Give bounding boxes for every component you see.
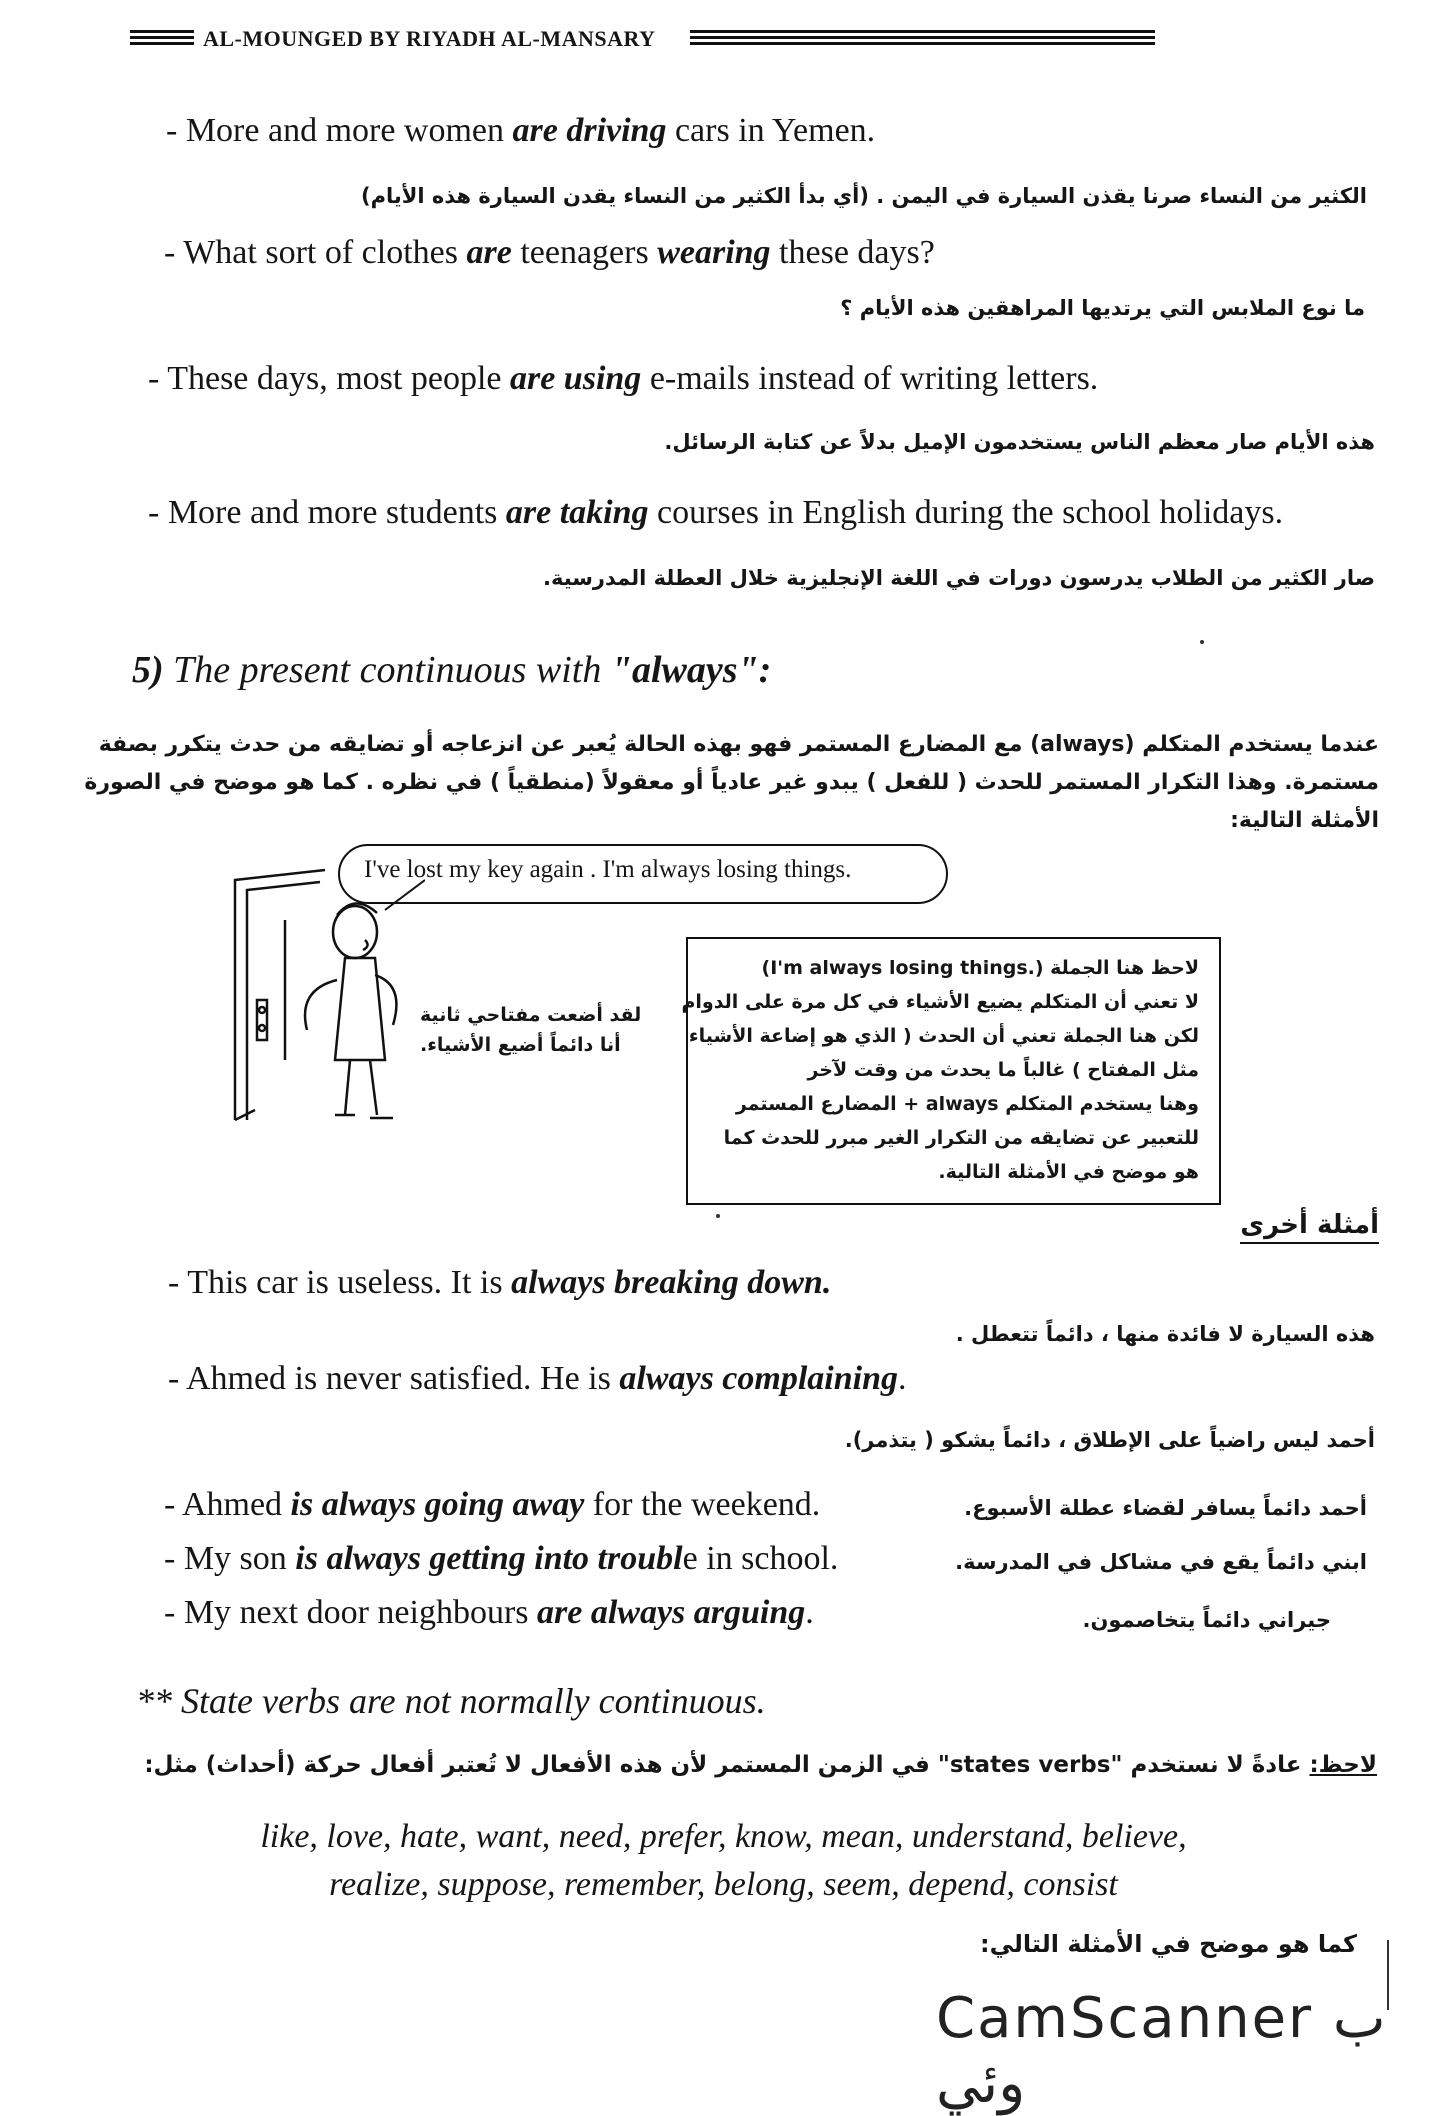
speech-bubble: I've lost my key again . I'm always losing things. <box>338 844 948 904</box>
example-translation: هذه السيارة لا فائدة منها ، دائماً تتعطل . <box>955 1322 1375 1346</box>
other-examples-title: أمثلة أخرى <box>1240 1210 1379 1244</box>
example-line: - My next door neighbours are always arguing. <box>164 1594 814 1631</box>
closing-note: كما هو موضح في الأمثلة التالي: <box>980 1930 1357 1958</box>
note-box <box>681 937 1221 1205</box>
scan-speck <box>716 1214 720 1218</box>
example-translation: أحمد ليس راضياً على الإطلاق ، دائماً يشكو ( يتذمر). <box>844 1428 1375 1452</box>
header-bar-right <box>690 30 1155 52</box>
note-line: هو موضح في الأمثلة التالية. <box>938 1161 1199 1183</box>
state-verbs-title: ** State verbs are not normally continuous. <box>136 1681 766 1721</box>
example-line: - More and more women are driving cars in Yemen. <box>166 112 876 149</box>
note-line: مثل المفتاح ) غالباً ما يحدث من وقت لآخر <box>807 1059 1199 1081</box>
example-translation: أحمد دائماً يسافر لقضاء عطلة الأسبوع. <box>964 1496 1367 1520</box>
verb-list: like, love, hate, want, need, prefer, know, mean, understand, believe, <box>260 1818 1187 1855</box>
note-line: للتعبير عن تضايقه من التكرار الغير مبرر للحدث كما <box>723 1127 1199 1149</box>
scan-speck <box>1200 640 1204 644</box>
example-line: - More and more students are taking courses in English during the school holidays. <box>148 494 1284 531</box>
scanner-watermark: CamScanner ب وئي <box>936 1986 1386 2116</box>
verb-list: realize, suppose, remember, belong, seem, depend, consist <box>329 1866 1118 1903</box>
header-bar-left <box>130 30 194 52</box>
note-line: وهنا يستخدم المتكلم always + المضارع المستمر <box>735 1093 1199 1115</box>
example-line: - This car is useless. It is always breaking down. <box>168 1264 832 1301</box>
note-line: لكن هنا الجملة تعني أن الحدث ( الذي هو إضاعة الأشياء <box>688 1025 1199 1047</box>
section-explanation: عندما يستخدم المتكلم (always) مع المضارع المستمر فهو بهذه الحالة يُعبر عن انزعاجه أو تضايقه من حدث يتكرر بصفة <box>98 732 1379 757</box>
example-translation: جيراني دائماً يتخاصمون. <box>1082 1608 1331 1632</box>
example-line: - These days, most people are using e-mails instead of writing letters. <box>148 360 1099 397</box>
section-heading: 5) The present continuous with "always": <box>132 649 772 691</box>
example-translation: ابني دائماً يقع في مشاكل في المدرسة. <box>955 1550 1367 1574</box>
example-line: - Ahmed is always going away for the weekend. <box>164 1486 821 1523</box>
note-line: لاحظ هنا الجملة (.I'm always losing things) <box>761 957 1199 979</box>
note-line: لا تعني أن المتكلم يضيع الأشياء في كل مرة على الدوام <box>681 991 1199 1013</box>
page-header: AL-MOUNGED BY RIYADH AL-MANSARY <box>203 26 656 51</box>
cartoon-caption: أنا دائماً أضيع الأشياء. <box>420 1034 621 1056</box>
example-line: - What sort of clothes are teenagers wearing these days? <box>164 234 935 271</box>
example-translation: ما نوع الملابس التي يرتديها المراهقين هذه الأيام ؟ <box>840 296 1365 320</box>
person-icon <box>305 903 396 1118</box>
state-verbs-note: لاحظ: عادةً لا نستخدم "states verbs" في الزمن المستمر لأن هذه الأفعال لا تُعتبر أفعال حركة (أحداث) مثل: <box>144 1752 1377 1778</box>
example-translation: الكثير من النساء صرنا يقذن السيارة في اليمن . (أي بدأ الكثير من النساء يقدن السيارة هذه الأيام) <box>361 184 1367 208</box>
example-translation: هذه الأيام صار معظم الناس يستخدمون الإميل بدلاً عن كتابة الرسائل. <box>664 430 1375 454</box>
example-line: - Ahmed is never satisfied. He is always complaining. <box>168 1360 907 1397</box>
section-explanation: مستمرة. وهذا التكرار المستمر للحدث ( للفعل ) يبدو غير عادياً أو معقولاً (منطقياً ) في نظره . كما هو موضح في الصورة <box>84 770 1379 795</box>
note-label: لاحظ: <box>1309 1752 1377 1778</box>
cartoon-caption: لقد أضعت مفتاحي ثانية <box>420 1004 642 1026</box>
example-translation: صار الكثير من الطلاب يدرسون دورات في اللغة الإنجليزية خلال العطلة المدرسية. <box>543 566 1375 590</box>
example-line: - My son is always getting into trouble in school. <box>164 1540 839 1577</box>
section-explanation: الأمثلة التالية: <box>1230 808 1379 833</box>
